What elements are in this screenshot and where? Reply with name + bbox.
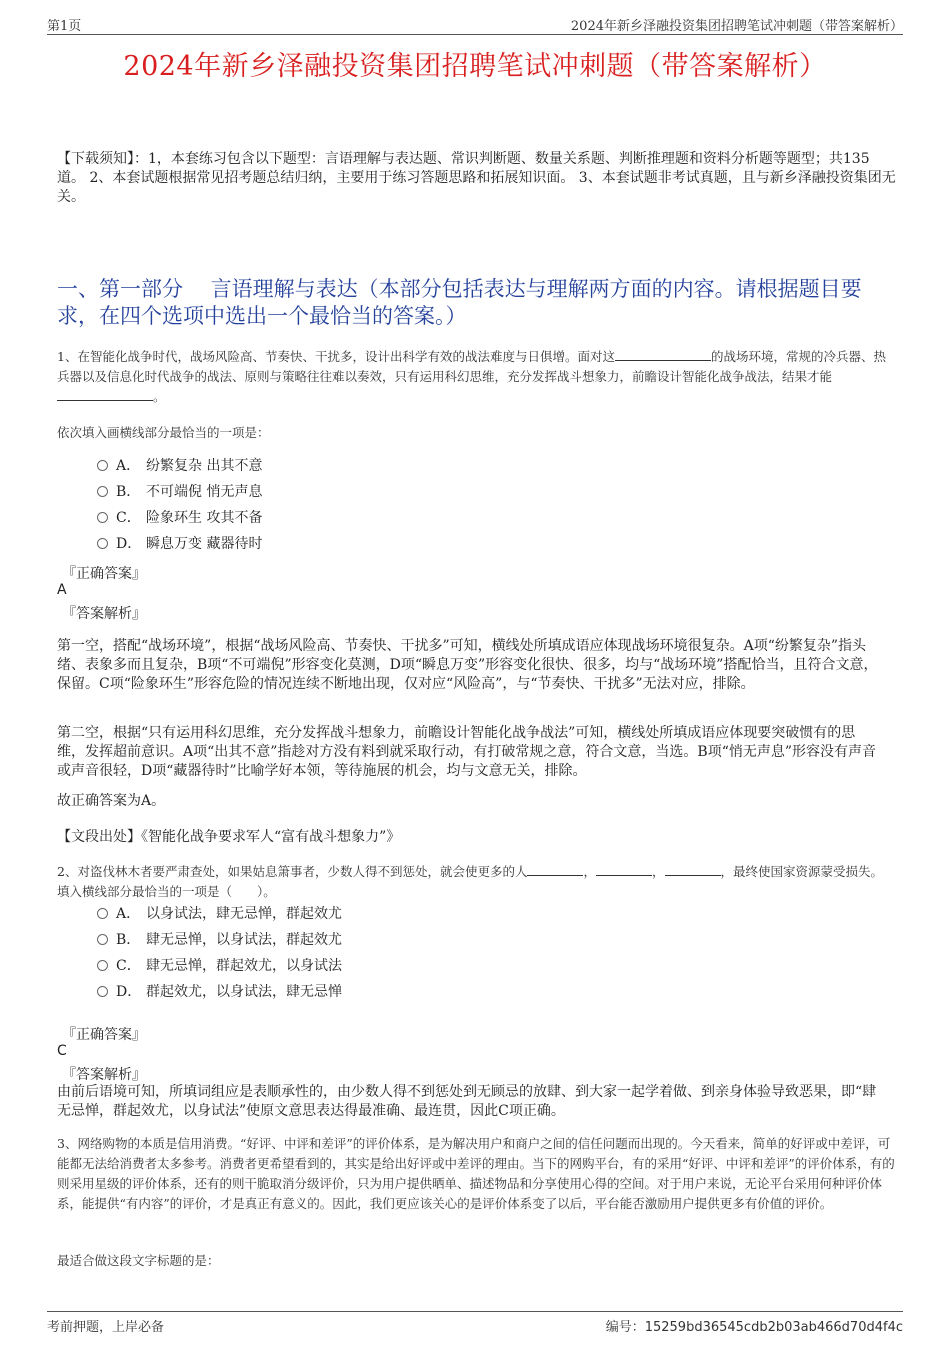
page-header	[47, 12, 903, 35]
q1-option-b[interactable]: B． 不可端倪 悄无声息	[97, 482, 262, 502]
question-3-prompt: 最适合做这段文字标题的是：	[57, 1253, 220, 1268]
radio-icon[interactable]	[97, 960, 108, 971]
download-notice: 【下载须知】：1，本套练习包含以下题型：言语理解与表达题、常识判断题、数量关系题、判断推理题和资料分析题等题型；共135道。 2、本套试题根据常见招考题总结归纳，主要用于练习答题思路和拓展知识面。 3、本套试题非考试真题，且与新乡泽融投资集团无关。	[57, 151, 896, 205]
q1-answer: A	[57, 582, 67, 598]
section-heading: 一、第一部分 言语理解与表达（本部分包括表达与理解两方面的内容。请根据题目要求，在四个选项中选出一个最恰当的答案。）	[57, 277, 862, 328]
q2-option-d[interactable]: D． 群起效尤，以身试法，肆无忌惮	[97, 982, 342, 1002]
radio-icon[interactable]	[97, 538, 108, 549]
radio-icon[interactable]	[97, 986, 108, 997]
fill-blank	[596, 862, 652, 876]
fill-blank	[665, 862, 721, 876]
question-2-prompt: 填入横线部分最恰当的一项是（ ）。	[57, 884, 276, 899]
fill-blank	[615, 347, 711, 361]
q2-answer: C	[57, 1043, 67, 1059]
q1-analysis-conclusion: 故正确答案为A。	[57, 793, 166, 809]
document-title: 2024年新乡泽融投资集团招聘笔试冲刺题（带答案解析）	[123, 51, 827, 82]
footer-slogan: 考前押题，上岸必备	[47, 1320, 165, 1335]
q1-source: 【文段出处】《智能化战争要求军人“富有战斗想象力”》	[57, 829, 401, 845]
q1-option-a[interactable]: A． 纷繁复杂 出其不意	[97, 456, 262, 476]
footer-code: 编号：15259bd36545cdb2b03ab466d70d4f4c	[605, 1320, 903, 1335]
q1-correct-answer-label: 『正确答案』	[62, 566, 146, 582]
header-doc-title: 2024年新乡泽融投资集团招聘笔试冲刺题（带答案解析）	[570, 19, 903, 34]
q1-analysis-para-1: 第一空，搭配“战场环境”，根据“战场风险高、节奏快、干扰多”可知，横线处所填成语应体现战场环境很复杂。A项“纷繁复杂”指头绪、表象多而且复杂，B项“不可端倪”形容变化莫测，D项“瞬息万变”形容变化很快、很多，均与“战场环境”搭配恰当，且符合文意，保留。C项“险象环生”形容危险的情况连续不断地出现，仅对应“风险高”，与“节奏快、干扰多”无法对应，排除。	[57, 638, 878, 692]
fill-blank	[527, 862, 583, 876]
q1-stem-part-b: 的战场环境，常规的冷兵器、热兵器以及信息化时代战争的战法、原则与策略往往难以奏效，只有运用科幻思维，充分发挥战斗想象力，前瞻设计智能化战争战法，结果才能	[57, 349, 886, 384]
page-footer	[47, 1311, 903, 1335]
question-1-prompt: 依次填入画横线部分最恰当的一项是：	[57, 425, 270, 440]
q2-analysis: 由前后语境可知，所填词组应是表顺承性的，由少数人得不到惩处到无顾忌的放肆、到大家一起学着做、到亲身体验导致恶果，即“肆无忌惮，群起效尤，以身试法”使原文意思表达得最准确、最连贯，因此C项正确。	[57, 1084, 877, 1119]
q1-analysis-label: 『答案解析』	[62, 606, 146, 622]
radio-icon[interactable]	[97, 486, 108, 497]
q2-correct-answer-label: 『正确答案』	[62, 1027, 146, 1043]
radio-icon[interactable]	[97, 460, 108, 471]
q2-option-b[interactable]: B． 肆无忌惮，以身试法，群起效尤	[97, 930, 342, 950]
question-2-stem: 2、对盗伐林木者要严肃查处，如果姑息箫事者，少数人得不到惩处，就会使更多的人 ， ， ，最终使国家资源蒙受损失。 填入横线部分最恰当的一项是（ ）。	[57, 864, 884, 899]
radio-icon[interactable]	[97, 512, 108, 523]
q1-stem-part-a: 1、在智能化战争时代，战场风险高、节奏快、干扰多，设计出科学有效的战法难度与日俱增。面对这	[57, 349, 615, 364]
q2-option-c[interactable]: C． 肆无忌惮，群起效尤，以身试法	[97, 956, 342, 976]
q1-option-d[interactable]: D． 瞬息万变 藏器待时	[97, 534, 262, 554]
page-number: 第1页	[47, 19, 82, 34]
q2-analysis-label: 『答案解析』	[62, 1067, 146, 1083]
radio-icon[interactable]	[97, 908, 108, 919]
question-3-stem: 3、网络购物的本质是信用消费。“好评、中评和差评”的评价体系，是为解决用户和商户之间的信任问题而出现的。今天看来，简单的好评或中差评，可能都无法给消费者太多参考。消费者更希望看到的，其实是给出好评或中差评的理由。当下的网购平台，有的采用“好评、中评和差评”的评价体系，有的则采用星级的评价体系，还有的则干脆取消分级评价，只为用户提供晒单、描述物品和分享使用心得的空间。对于用户来说，无论平台采用何种评价体系，能提供“有内容”的评价，才是真正有意义的。因此，我们更应该关心的是评价体系变了以后，平台能否激励用户提供更多有价值的评价。	[57, 1136, 895, 1211]
fill-blank	[57, 387, 153, 401]
question-1-stem	[57, 347, 897, 407]
q1-stem-part-c: 。	[153, 389, 166, 404]
radio-icon[interactable]	[97, 934, 108, 945]
q1-option-c[interactable]: C． 险象环生 攻其不备	[97, 508, 262, 528]
q1-analysis-para-2: 第二空，根据“只有运用科幻思维，充分发挥战斗想象力，前瞻设计智能化战争战法”可知，横线处所填成语应体现要突破惯有的思维，发挥超前意识。A项“出其不意”指趁对方没有料到就采取行动，有打破常规之意，符合文意，当选。B项“悄无声息”形容没有声音或声音很轻，D项“藏器待时”比喻学好本领，等待施展的机会，均与文意无关，排除。	[57, 725, 877, 779]
q2-option-a[interactable]: A． 以身试法，肆无忌惮，群起效尤	[97, 904, 342, 924]
